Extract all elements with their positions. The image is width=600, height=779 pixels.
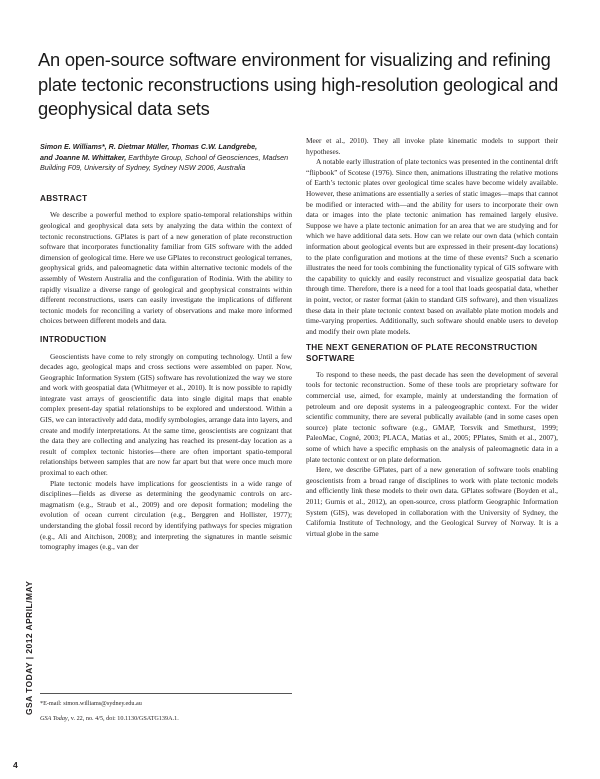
abstract-heading: ABSTRACT [40, 193, 88, 203]
abstract-text: We describe a powerful method to explore spatio-temporal relationships within geological and geophysical data sets by analyzing the data within the context of tectonic reconstructions. GPlates is part of a new generation of plate reconstruction software that incorporates functionality familiar from GIS software with the added dimension of geological time. Here we use GPlates to reconstruct geological terranes, geophysical grids, and paleomagnetic data within alternative tectonic models of the assembly of Western Australia and the configuration of Rodinia. With the ability to rapidly visualize a diverse range of geological and geophysical constraints within different reconstructions, users can easily investigate the implications of different tectonic models for reconciling a variety of observations and make more informed choices between different models and data. [40, 210, 292, 326]
intro-paragraph-2: Plate tectonic models have implications for geoscientists in a wide range of disciplines—fields as diverse as determining the geodynamic controls on arc-magmatism (e.g., Straub et al., 2009) and ore deposit formation; modeling the evolution of ocean current circulation (e.g., Berggren and Hollister, 1977); understanding the global fossil record by identifying pathways for species migration (e.g., Ali and Aitchison, 2008); and interpreting the signatures in mantle seismic tomography images (e.g., van der [40, 478, 292, 552]
citation-journal: GSA Today [40, 715, 68, 722]
left-column [40, 142, 292, 553]
author-names-line2: and Joanne M. Whittaker, [40, 152, 127, 162]
email-footnote: *E-mail: simon.williams@sydney.edu.au [40, 700, 142, 707]
author-affiliation: Earthbyte Group, School of Geosciences, Madsen Building F09, University of Sydney, Sydney NSW 2006, Australia [40, 152, 289, 173]
journal-sidebar [12, 470, 34, 715]
next-paragraph-2: Here, we describe GPlates, part of a new generation of software tools enabling geoscientists from a broad range of disciplines to work with plate tectonic models and efficiently link these models to their own data. GPlates software (Boyden et al., 2011; Gurnis et al., 2012), an open-source, cross platform Geographic Information System (GIS), was developed in collaboration with the University of Sydney, the California Institute of Technology, and the Geological Survey of Norway. It is a virtual globe in the same [306, 465, 558, 538]
journal-issue-label: GSA TODAY | 2012 APRIL/MAY [24, 580, 34, 715]
next-generation-heading: THE NEXT GENERATION OF PLATE RECONSTRUCTION SOFTWARE [306, 343, 538, 364]
introduction-heading: INTRODUCTION [40, 334, 107, 344]
right-column [306, 136, 558, 539]
author-names-line1: Simon E. Williams*, R. Dietmar Müller, Thomas C.W. Landgrebe, [40, 142, 258, 151]
next-paragraph-1: To respond to these needs, the past decade has seen the development of several tools for tectonic reconstruction. Some of these tools are proprietary software for commercial use, aimed, for example, mainly at understanding the formation of petroleum and ore deposit systems in a paleogeographic context. For the wider scientific community, there are several publically available (and in some cases open source) plate tectonic software (e.g., GMAP, Torsvik and Smethurst, 1999; PaleoMac, Cogné, 2003; PLACA, Matias et al., 2005; PPlates, Smith et al., 2007), some of which have a specific emphasis on the analysis of paleomagnetic data in a plate tectonic context or on plate deformation. [306, 369, 558, 464]
page-number: 4 [13, 760, 18, 770]
author-block [40, 142, 292, 174]
intro-paragraph-1: Geoscientists have come to rely strongly on computing technology. Until a few decades ago, geological maps and cross sections were assembled on paper. Now, Geographic Information System (GIS) software has revolutionized the way we store and work with geospatial data (Whitmeyer et al., 2010). It is now possible to rapidly integrate vast arrays of geoscientific data into single digital maps that enable complex present-day spatial relationships to be explored and understood. Within a GIS, we can interactively add data, modify symbologies, arrange data into layers, and create and modify interpretations. At the same time, geoscientists are cognizant that the data they are collecting and analyzing has reached its present-day location as a result of complex tectonic histories—there are often important spatio-temporal relationships between samples that are now far apart but that were once much more proximal to each other. [40, 351, 292, 478]
right-paragraph-1: A notable early illustration of plate tectonics was presented in the continental drift “flipbook” of Scotese (1976). Since then, animations illustrating the relative motions of Earth’s tectonic plates over geological time scales have become widely available. However, these animations are essentially a series of static images—maps that cannot be modified or interacted with—and the ability for users to incorporate their own data or images into the plate tectonic animation has remained largely elusive. Suppose we have a plate tectonic animation for an area that we are studying and for which we have additional data sets. How can we relate our own data (which contain information about geological events but are expressed in their present-day locations) to the plate configuration and motions at the time of these events? Such a scenario illustrates the need for tools combining the functionality typical of GIS software with the capability to quickly and easily reconstruct and visualize geospatial data back through time. Therefore, there is a need for a tool that loads geospatial data, whether in point, vector, or raster format (akin to standard GIS software), and then visualizes these data in their plate tectonic context based on available plate motion models and time-varying properties. Additionally, such software should enable users to develop and modify their own plate models. [306, 157, 558, 336]
citation-details: , v. 22, no. 4/5, doi: 10.1130/GSATG139A.1. [67, 715, 179, 722]
footnotes [40, 693, 292, 729]
article-title: An open-source software environment for visualizing and refining plate tectonic reconstructions using high-resolution geological and geophysical data sets [38, 49, 559, 119]
continued-paragraph: Meer et al., 2010). They all invoke plate kinematic models to support their hypotheses. [306, 136, 558, 156]
citation-footnote [40, 714, 292, 723]
